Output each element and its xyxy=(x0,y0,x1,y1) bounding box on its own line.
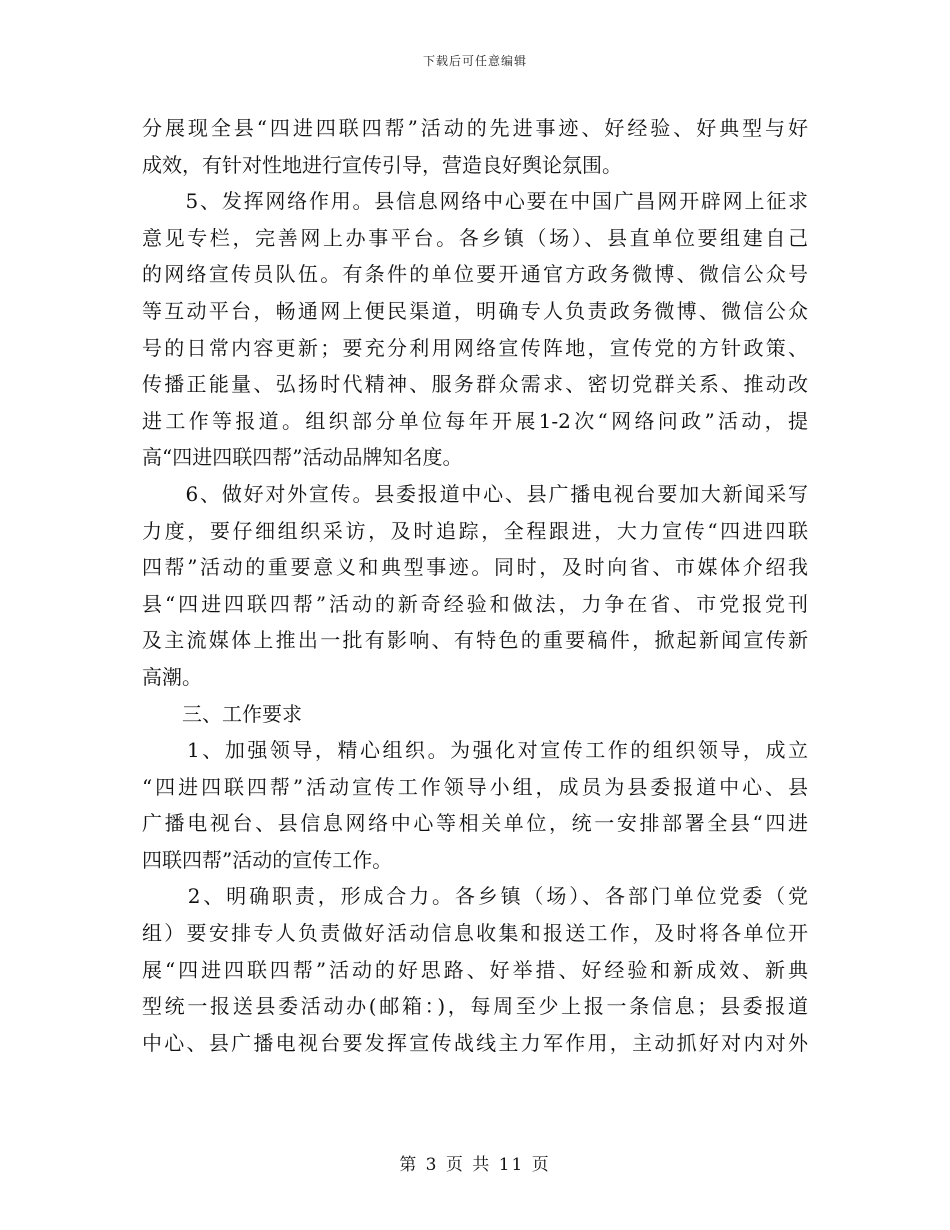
text-line: “四进四联四帮”活动宣传工作领导小组，成员为县委报道中心、县 xyxy=(142,774,808,799)
text-line: 号的日常内容更新；要充分利用网络宣传阵地，宣传党的方针政策、 xyxy=(142,335,808,360)
text-line: 2、明确职责，形成合力。各乡镇（场）、各部门单位党委（党 xyxy=(142,884,808,909)
text-line: 传播正能量、弘扬时代精神、服务群众需求、密切党群关系、推动改 xyxy=(142,372,808,397)
text-line: 高潮。 xyxy=(142,664,202,689)
text-line: 的网络宣传员队伍。有条件的单位要开通官方政务微博、微信公众号 xyxy=(142,262,808,287)
text-line: 中心、县广播电视台要发挥宣传战线主力军作用，主动抓好对内对外 xyxy=(142,1030,808,1055)
text-line: 三、工作要求 xyxy=(142,701,302,726)
text-line: 6、做好对外宣传。县委报道中心、县广播电视台要加大新闻采写 xyxy=(142,481,808,506)
page-header: 下载后可任意编辑 xyxy=(422,54,527,68)
document-body xyxy=(142,110,808,1061)
text-line: 及主流媒体上推出一批有影响、有特色的重要稿件，掀起新闻宣传新 xyxy=(142,628,808,653)
text-line: 组）要安排专人负责做好活动信息收集和报送工作，及时将各单位开 xyxy=(142,921,808,946)
text-line: 力度，要仔细组织采访，及时追踪，全程跟进，大力宣传“四进四联 xyxy=(142,518,808,543)
text-line: 5、发挥网络作用。县信息网络中心要在中国广昌网开辟网上征求 xyxy=(142,189,808,214)
text-line: 1、加强领导，精心组织。为强化对宣传工作的组织领导，成立 xyxy=(142,738,808,763)
text-line: 进工作等报道。组织部分单位每年开展1-2次“网络问政”活动，提 xyxy=(142,408,808,433)
text-line: 成效，有针对性地进行宣传引导，营造良好舆论氛围。 xyxy=(142,152,622,177)
text-line: 四帮”活动的重要意义和典型事迹。同时，及时向省、市媒体介绍我 xyxy=(142,555,808,580)
text-line: 四联四帮”活动的宣传工作。 xyxy=(142,847,393,872)
page-footer: 第 3 页 共 11 页 xyxy=(399,1155,551,1175)
text-line: 展“四进四联四帮”活动的好思路、好举措、好经验和新成效、新典 xyxy=(142,957,808,982)
text-line: 分展现全县“四进四联四帮”活动的先进事迹、好经验、好典型与好 xyxy=(142,116,808,140)
text-line: 型统一报送县委活动办(邮箱：)，每周至少上报一条信息；县委报道 xyxy=(142,994,808,1019)
text-line: 意见专栏，完善网上办事平台。各乡镇（场）、县直单位要组建自己 xyxy=(142,225,808,250)
text-line: 广播电视台、县信息网络中心等相关单位，统一安排部署全县“四进 xyxy=(142,811,808,836)
text-line: 等互动平台，畅通网上便民渠道，明确专人负责政务微博、微信公众 xyxy=(142,298,808,323)
text-line: 县“四进四联四帮”活动的新奇经验和做法，力争在省、市党报党刊 xyxy=(142,591,808,616)
text-line: 高“四进四联四帮”活动品牌知名度。 xyxy=(142,445,463,470)
